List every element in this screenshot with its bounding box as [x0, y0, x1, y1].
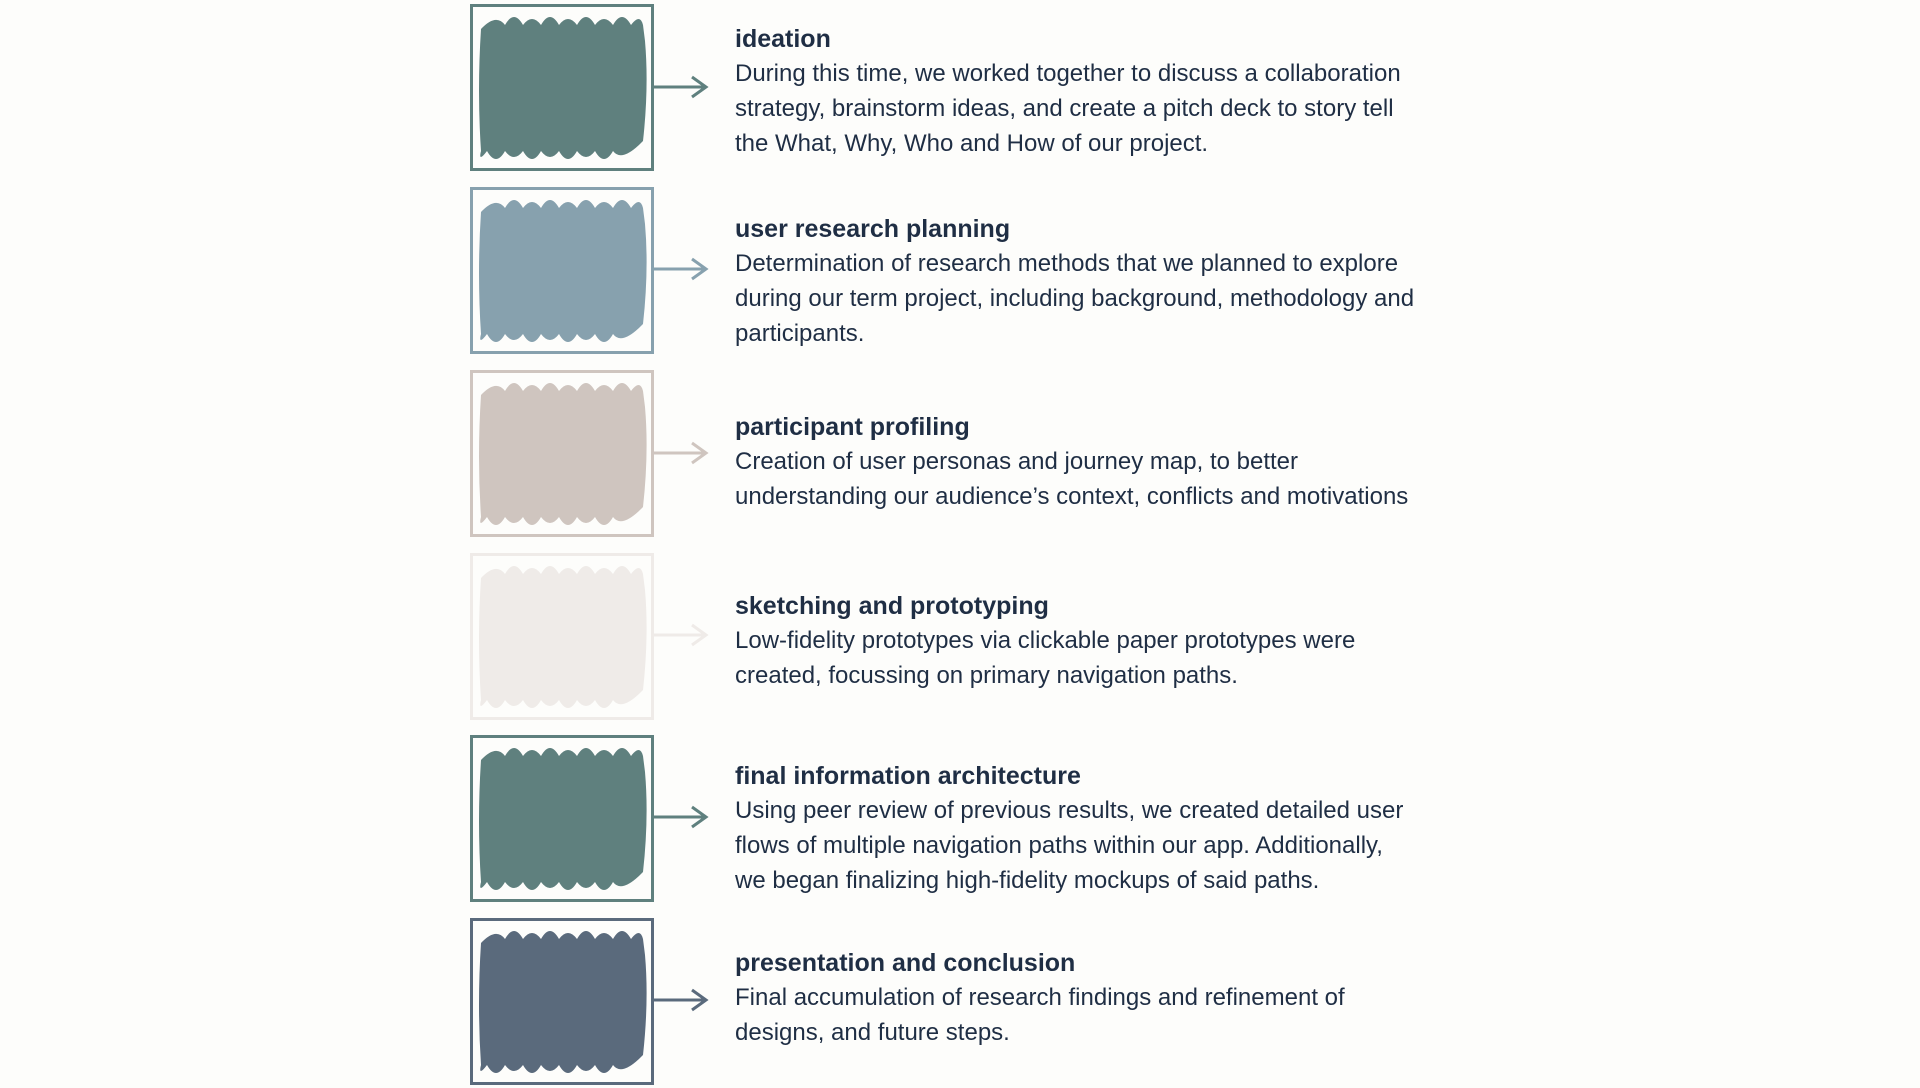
- scribble-shape: [479, 748, 647, 890]
- arrow-right-icon: [654, 257, 710, 281]
- step-title: presentation and conclusion: [735, 949, 1076, 977]
- step-final-information-architecture: [470, 735, 1570, 905]
- scribble-shape: [479, 566, 647, 708]
- color-swatch: [470, 4, 654, 171]
- step-description: During this time, we worked together to discuss a collaboration strategy, brainstorm ideas, and create a pitch deck to story tell the What, Why, Who and How of our project.: [735, 60, 1401, 157]
- step-text: [735, 410, 1495, 514]
- step-text: [735, 759, 1495, 898]
- arrow-right-icon: [654, 805, 710, 829]
- step-description: Final accumulation of research findings and refinement of designs, and future steps.: [735, 984, 1345, 1046]
- step-ideation: [470, 4, 1570, 174]
- step-text: [735, 22, 1495, 161]
- arrow-right-icon: [654, 75, 710, 99]
- step-text: [735, 589, 1495, 693]
- step-description: Low-fidelity prototypes via clickable paper prototypes were created, focussing on primary navigation paths.: [735, 627, 1356, 689]
- scribble-fill: [477, 11, 647, 164]
- step-title: participant profiling: [735, 413, 970, 441]
- scribble-fill: [477, 194, 647, 347]
- scribble-fill: [477, 742, 647, 895]
- step-title: ideation: [735, 25, 831, 53]
- scribble-shape: [479, 200, 647, 342]
- color-swatch: [470, 187, 654, 354]
- color-swatch: [470, 553, 654, 720]
- scribble-fill: [477, 377, 647, 530]
- arrow-right-icon: [654, 988, 710, 1012]
- scribble-fill: [477, 925, 647, 1078]
- arrow-right-icon: [654, 441, 710, 465]
- step-participant-profiling: [470, 370, 1570, 540]
- scribble-fill: [477, 560, 647, 713]
- color-swatch: [470, 370, 654, 537]
- step-text: [735, 212, 1495, 351]
- scribble-shape: [479, 17, 647, 159]
- step-sketching-and-prototyping: [470, 553, 1570, 723]
- scribble-shape: [479, 931, 647, 1073]
- step-user-research-planning: [470, 187, 1570, 357]
- step-text: [735, 946, 1495, 1050]
- color-swatch: [470, 735, 654, 902]
- step-description: Creation of user personas and journey map, to better understanding our audience’s context, conflicts and motivations: [735, 448, 1409, 510]
- scribble-shape: [479, 383, 647, 525]
- color-swatch: [470, 918, 654, 1085]
- step-title: sketching and prototyping: [735, 592, 1049, 620]
- step-description: Using peer review of previous results, we created detailed user flows of multiple navigation paths within our app. Additionally, we began finalizing high-fidelity mockups of said paths.: [735, 797, 1404, 894]
- step-description: Determination of research methods that we planned to explore during our term project, including background, methodology and participants.: [735, 250, 1415, 347]
- step-title: final information architecture: [735, 762, 1081, 790]
- step-title: user research planning: [735, 215, 1011, 243]
- step-presentation-and-conclusion: [470, 918, 1570, 1088]
- arrow-right-icon: [654, 623, 710, 647]
